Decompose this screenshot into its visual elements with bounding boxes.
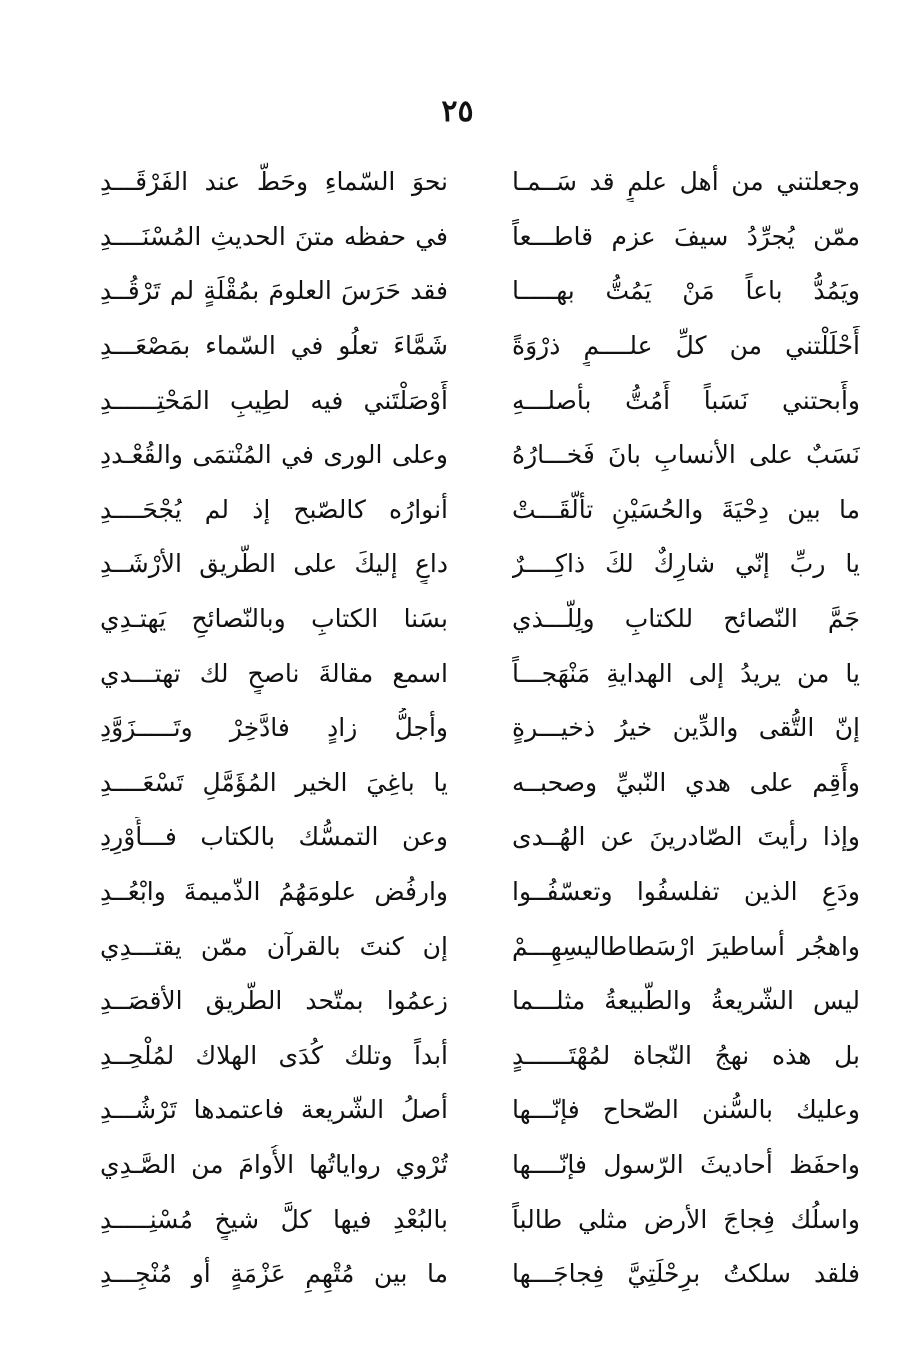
second-hemistich: أَوْصَلْتَني فيه لطِيبِ المَحْتِــــــدِ [100, 385, 448, 415]
second-hemistich: ما بين مُتْهِمِ عَزْمَةٍ أو مُنْجِـــدِ [100, 1259, 448, 1289]
verse-line [100, 865, 860, 920]
first-hemistich: إنّ التُّقى والدِّين خيرُ ذخيـــرةٍ [512, 713, 860, 743]
second-hemistich: بسَنا الكتابِ وبالنّصائحِ يَهتـدِي [100, 604, 448, 634]
verse-line [100, 810, 860, 865]
first-hemistich: يا من يريدُ إلى الهدايةِ مَنْهَجـــاً [512, 658, 860, 688]
first-hemistich: واهجُر أساطيرَ ارْسَطاطاليسِهِـــمْ [512, 931, 860, 961]
verse-line [100, 373, 860, 428]
second-hemistich: وعلى الورى في المُنْتمَى والقُعْـددِ [100, 440, 448, 470]
verse-line [100, 1138, 860, 1193]
verse-line [100, 483, 860, 538]
verse-line [100, 1247, 860, 1302]
first-hemistich: وإذا رأيتَ الصّادرينَ عن الهُــدى [512, 822, 860, 852]
verse-line [100, 1192, 860, 1247]
poem-verses [100, 155, 860, 1301]
second-hemistich: يا باغِيَ الخير المُؤَمَّلِ تَسْعَــــدِ [100, 767, 448, 797]
verse-line [100, 756, 860, 811]
second-hemistich: فقد حَرَسَ العلومَ بمُقْلَةٍ لم تَرْقُــدِ [100, 276, 448, 306]
first-hemistich: ودَعِ الذين تفلسفُوا وتعسّفُــوا [512, 877, 860, 907]
verse-line [100, 428, 860, 483]
verse-line [100, 646, 860, 701]
second-hemistich: أنوارُه كالصّبح إذ لم يُجْحَــــدِ [100, 494, 448, 524]
verse-line [100, 155, 860, 210]
verse-line [100, 537, 860, 592]
first-hemistich: فلقد سلكتُ برِحْلَتِيَّ فِجاجَـــها [512, 1259, 860, 1289]
first-hemistich: أَحْلَلْتني من كلِّ علــــمٍ ذرْوَةً [512, 331, 860, 361]
verse-line [100, 264, 860, 319]
verse-line [100, 319, 860, 374]
second-hemistich: زعمُوا بمتّحد الطّريق الأقصَــدِ [100, 986, 448, 1016]
second-hemistich: بالبُعْدِ فيها كلَّ شيخٍ مُسْنِـــــدِ [100, 1204, 448, 1234]
verse-line [100, 919, 860, 974]
first-hemistich: وأَقِم على هدي النّبيِّ وصحبــه [512, 767, 860, 797]
verse-line [100, 701, 860, 756]
page-number: ٢٥ [441, 94, 474, 129]
first-hemistich: ليس الشّريعةُ والطّبيعةُ مثلـــما [512, 986, 860, 1016]
second-hemistich: اسمع مقالةَ ناصحٍ لك تهتـــدي [100, 658, 448, 688]
first-hemistich: وأَبحتني نَسَباً أَمُتُّ بأصلـــهِ [512, 385, 860, 415]
verse-line [100, 592, 860, 647]
first-hemistich: وجعلتني من أهل علمٍ قد سَــمـا [512, 167, 860, 197]
verse-line [100, 1083, 860, 1138]
second-hemistich: أصلُ الشّريعة فاعتمدها تَرْشُـــدِ [100, 1095, 448, 1125]
second-hemistich: إن كنتَ بالقرآن ممّن يقتـــدِي [100, 931, 448, 961]
first-hemistich: واسلُك فِجاجَ الأرض مثلي طالباً [512, 1204, 860, 1234]
second-hemistich: نحوَ السّماءِ وحَطَّ عند الفَرْقَـــدِ [100, 167, 448, 197]
first-hemistich: ممّن يُجرِّدُ سيفَ عزم قاطـــعاً [512, 221, 860, 251]
second-hemistich: أبداً وتلك كُدَى الهلاك لمُلْحِــدِ [100, 1040, 448, 1070]
second-hemistich: شَمَّاءَ تعلُو في السّماء بمَصْعَـــدِ [100, 331, 448, 361]
second-hemistich: وأجلُّ زادٍ فادَّخِرْ وتَـــــزَوَّدِ [100, 713, 448, 743]
second-hemistich: داعٍ إليكَ على الطّريق الأرْشَــدِ [100, 549, 448, 579]
first-hemistich: ما بين دِحْيَةَ والحُسَيْنِ تألّقَـــتْ [512, 494, 860, 524]
verse-line [100, 210, 860, 265]
second-hemistich: وارفُض علومَهُمُ الذّميمةَ وابْعُــدِ [100, 877, 448, 907]
verse-line [100, 1029, 860, 1084]
first-hemistich: نَسَبٌ على الأنسابِ بانَ فَخـــارُهُ [512, 440, 860, 470]
verse-line [100, 974, 860, 1029]
first-hemistich: يا ربِّ إنّي شارِكٌ لكَ ذاكِــــرٌ [512, 549, 860, 579]
first-hemistich: جَمَّ النّصائح للكتابِ ولِلّـــذي [512, 604, 860, 634]
second-hemistich: تُرْوي رواياتُها الأُوامَ من الصَّـدِي [100, 1149, 448, 1179]
first-hemistich: واحفَظ أحاديثَ الرّسول فإنّــــها [512, 1149, 860, 1179]
second-hemistich: في حفظه متنَ الحديثِ المُسْنَــــدِ [100, 221, 448, 251]
first-hemistich: ويَمُدُّ باعاً مَنْ يَمُتُّ بهـــــا [512, 276, 860, 306]
first-hemistich: وعليك بالسُّنن الصّحاح فإنّـــها [512, 1095, 860, 1125]
first-hemistich: بل هذه نهجُ النّجاة لمُهْتَــــــدٍ [512, 1040, 860, 1070]
second-hemistich: وعن التمسُّك بالكتاب فـــأَوْرِدِ [100, 822, 448, 852]
